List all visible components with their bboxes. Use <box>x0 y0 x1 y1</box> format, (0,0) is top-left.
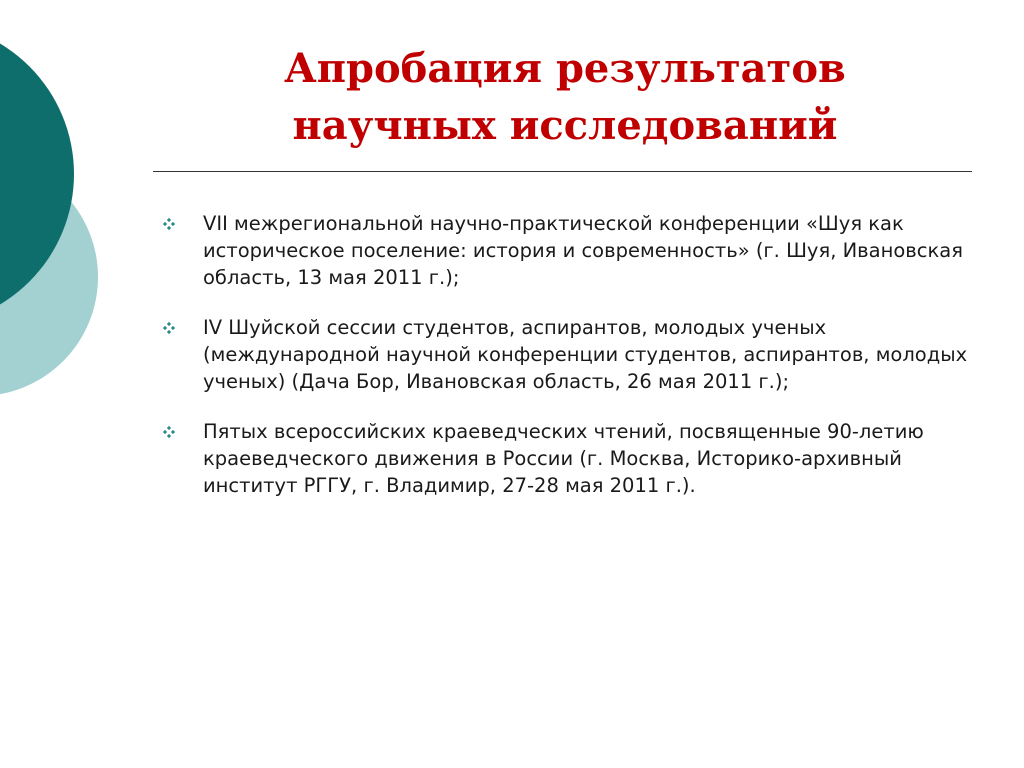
bullet-list <box>163 210 968 499</box>
diamond-bullet-icon <box>163 426 175 438</box>
title-line-2: научных исследований <box>292 102 838 149</box>
bullet-text-3: Пятых всероссийских краеведческих чтений, посвященные 90-летию краеведческого движения в России (г. Москва, Историко-архивный институт РГГУ, г. Владимир, 27-28 мая 2011 г.). <box>203 420 924 497</box>
bullet-item-2 <box>163 314 968 395</box>
bullet-item-3 <box>163 418 968 499</box>
title-divider <box>153 171 972 172</box>
diamond-bullet-icon <box>163 218 175 230</box>
bullet-text-2: IV Шуйской сессии студентов, аспирантов, молодых ученых (международной научной конференции студентов, аспирантов, молодых ученых) (Дача Бор, Ивановская область, 26 мая 2011 г.); <box>203 316 968 393</box>
slide-title <box>160 40 970 154</box>
diamond-bullet-icon <box>163 322 175 334</box>
bullet-text-1: VII межрегиональной научно-практической конференции «Шуя как историческое поселение: история и современность» (г. Шуя, Ивановская область, 13 мая 2011 г.); <box>203 212 963 289</box>
title-line-1: Апробация результатов <box>284 45 846 92</box>
bullet-item-1 <box>163 210 968 291</box>
